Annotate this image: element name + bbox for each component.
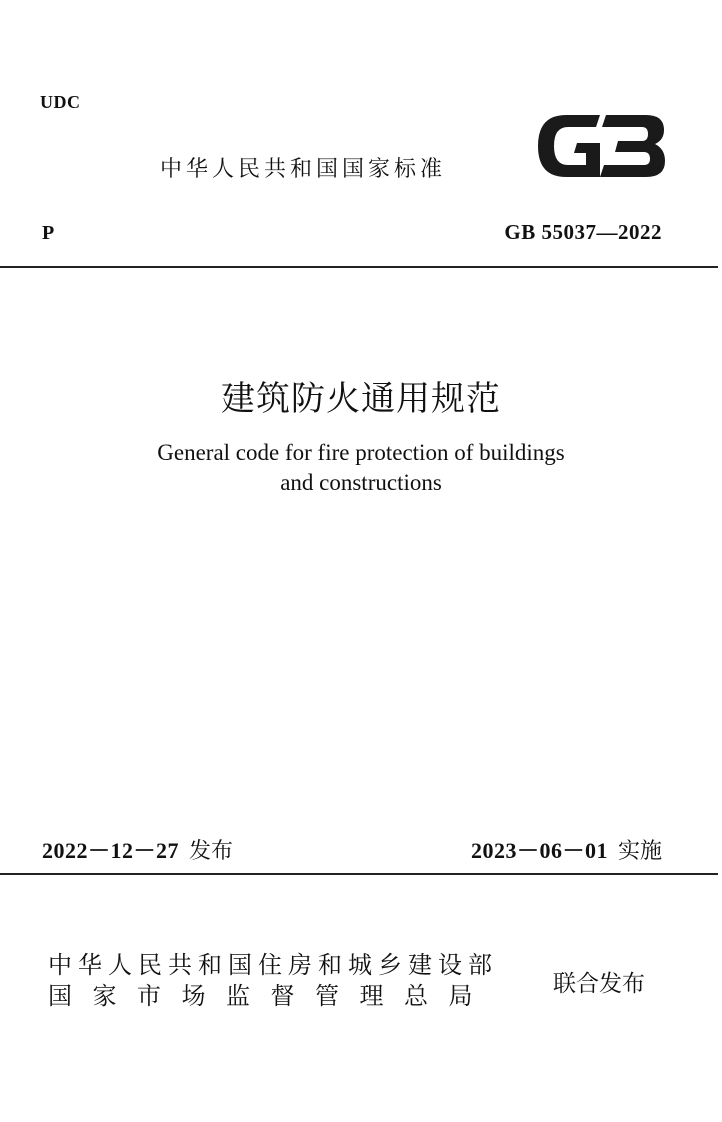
issuing-authorities xyxy=(48,950,498,1012)
title-english-line-1: General code for fire protection of buildings xyxy=(157,440,565,465)
bottom-divider xyxy=(0,873,718,875)
standard-number: GB 55037—2022 xyxy=(504,220,662,244)
issue-date-block xyxy=(42,834,233,865)
top-divider xyxy=(0,266,718,268)
effective-word: 实施 xyxy=(617,839,662,864)
issuer-ministry: 中华人民共和国住房和城乡建设部 xyxy=(48,951,498,979)
classification-code: P xyxy=(42,222,55,244)
udc-label: UDC xyxy=(40,92,81,112)
issue-word: 发布 xyxy=(189,839,234,864)
title-chinese: 建筑防火通用规范 xyxy=(221,379,501,419)
title-english-line-2: and constructions xyxy=(280,470,442,495)
effective-date-block xyxy=(471,834,662,865)
standard-type-heading: 中华人民共和国国家标准 xyxy=(160,157,447,182)
title-english xyxy=(0,438,722,498)
issuer-administration: 国家市场监督管理总局 xyxy=(48,982,493,1010)
issue-date: 2022－12－27 xyxy=(42,838,180,863)
joint-release-label: 联合发布 xyxy=(553,971,645,997)
effective-date: 2023－06－01 xyxy=(470,838,608,863)
gb-logo-icon xyxy=(536,113,666,179)
